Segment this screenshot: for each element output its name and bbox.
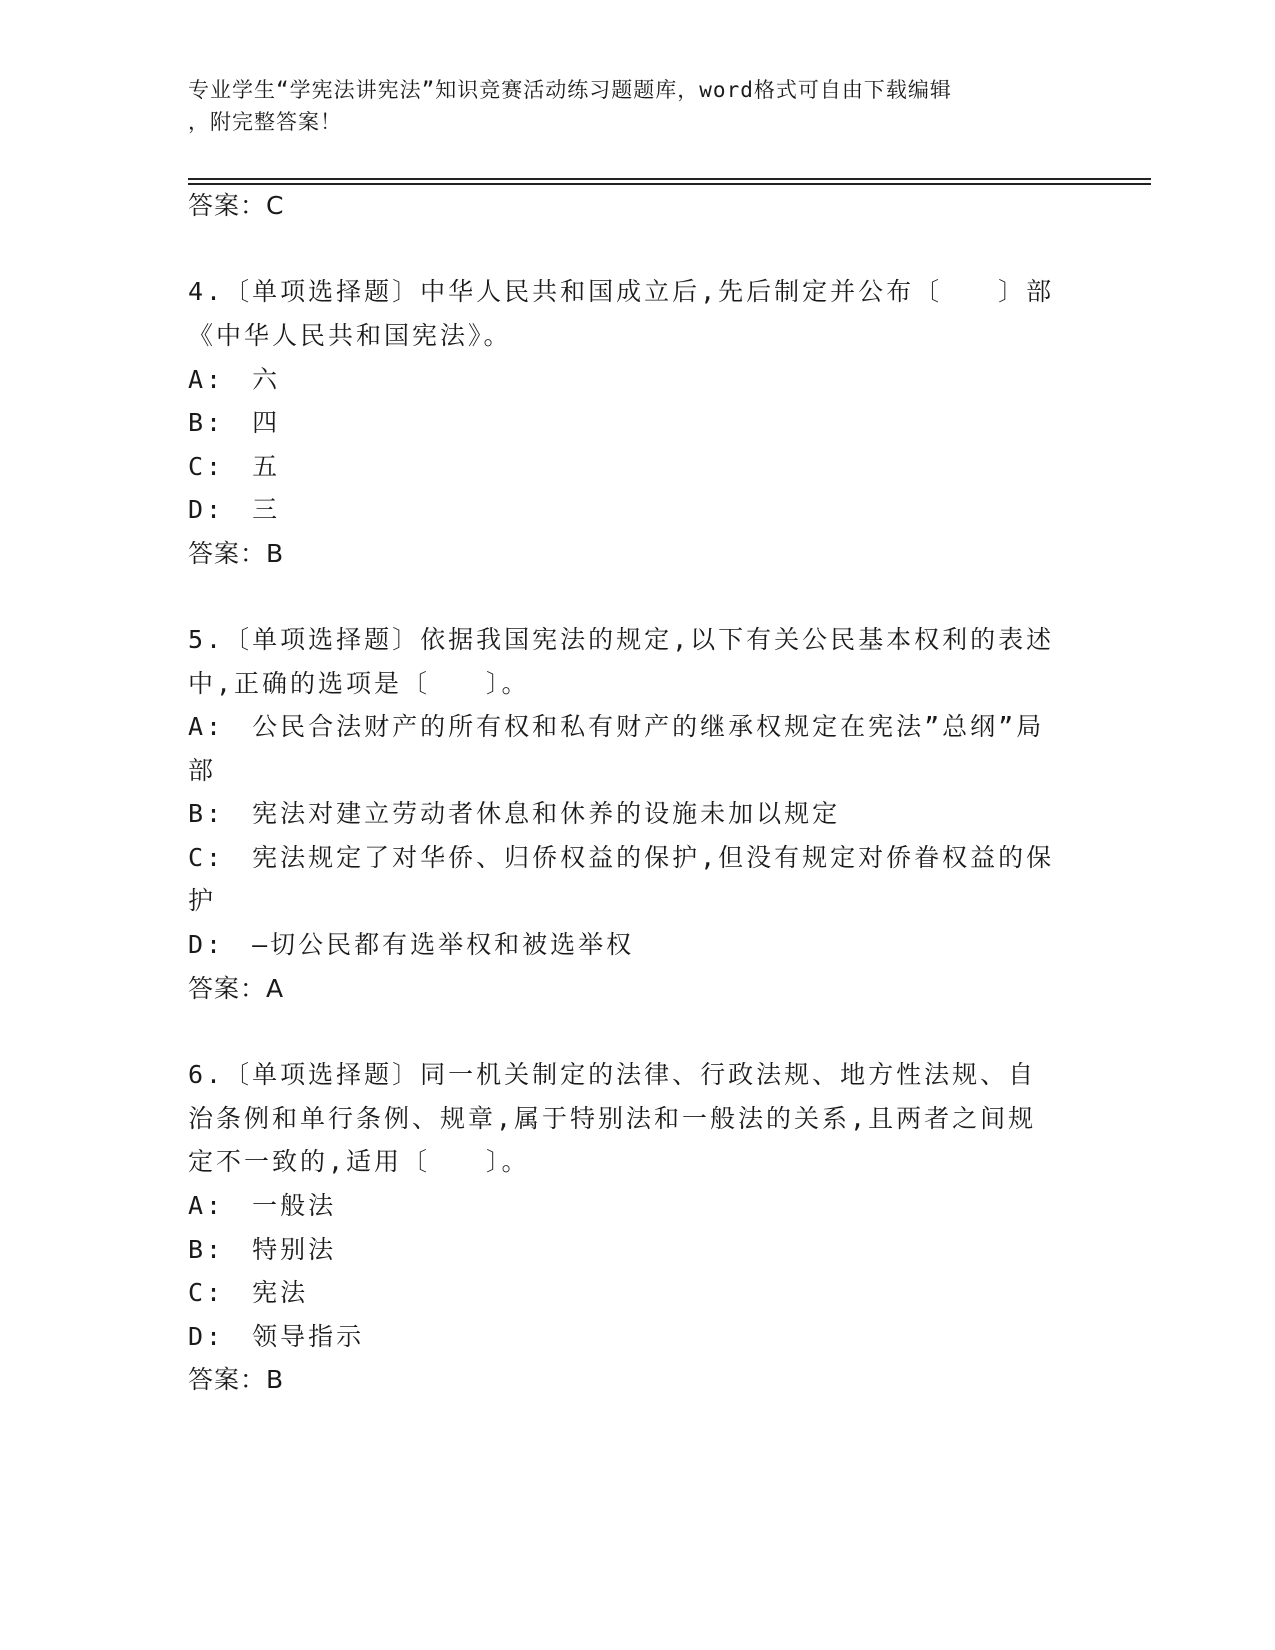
- question-6-stem-line-3: 定不一致的,适用〔 〕。: [188, 1147, 530, 1176]
- header-divider-bottom: [188, 183, 1151, 185]
- question-4-option-b: B: 四: [188, 408, 281, 437]
- question-5-stem-line-2: 中,正确的选项是〔 〕。: [188, 669, 530, 698]
- question-6-option-a: A: 一般法: [188, 1191, 337, 1220]
- question-5-option-a-cont: 部: [188, 756, 217, 785]
- question-4-option-d: D: 三: [188, 495, 281, 524]
- answer-line: 答案：C: [188, 191, 285, 220]
- header-divider-top: [188, 178, 1151, 180]
- question-6-option-d: D: 领导指示: [188, 1322, 365, 1351]
- question-5-option-a: A: 公民合法财产的所有权和私有财产的继承权规定在宪法”总纲”局: [188, 712, 1045, 741]
- question-5-option-d: D: —切公民都有选举权和被选举权: [188, 930, 635, 959]
- question-5-stem-line-1: 5.〔单项选择题〕依据我国宪法的规定,以下有关公民基本权利的表述: [188, 625, 1055, 654]
- question-6-option-b: B: 特别法: [188, 1235, 337, 1264]
- question-5-option-b: B: 宪法对建立劳动者休息和休养的设施未加以规定: [188, 799, 841, 828]
- question-5-option-c-cont: 护: [188, 886, 217, 915]
- header-line-2: ，附完整答案！: [188, 110, 342, 134]
- header-line-1: 专业学生“学宪法讲宪法”知识竞赛活动练习题题库，word格式可自由下载编辑: [188, 78, 952, 102]
- question-5-answer: 答案：A: [188, 974, 285, 1003]
- question-4-option-c: C: 五: [188, 452, 281, 481]
- question-4-stem-line-1: 4.〔单项选择题〕中华人民共和国成立后,先后制定并公布〔 〕部: [188, 277, 1055, 306]
- question-4-stem-line-2: 《中华人民共和国宪法》。: [188, 321, 512, 350]
- question-4-option-a: A: 六: [188, 365, 281, 394]
- question-5-option-c: C: 宪法规定了对华侨、归侨权益的保护,但没有规定对侨眷权益的保: [188, 843, 1055, 872]
- question-6-answer: 答案：B: [188, 1365, 285, 1394]
- question-6-stem-line-2: 治条例和单行条例、规章,属于特别法和一般法的关系,且两者之间规: [188, 1104, 1037, 1133]
- question-4-answer: 答案：B: [188, 539, 285, 568]
- question-6-option-c: C: 宪法: [188, 1278, 309, 1307]
- question-6-stem-line-1: 6.〔单项选择题〕同一机关制定的法律、行政法规、地方性法规、自: [188, 1060, 1037, 1089]
- page-header: [188, 74, 1068, 138]
